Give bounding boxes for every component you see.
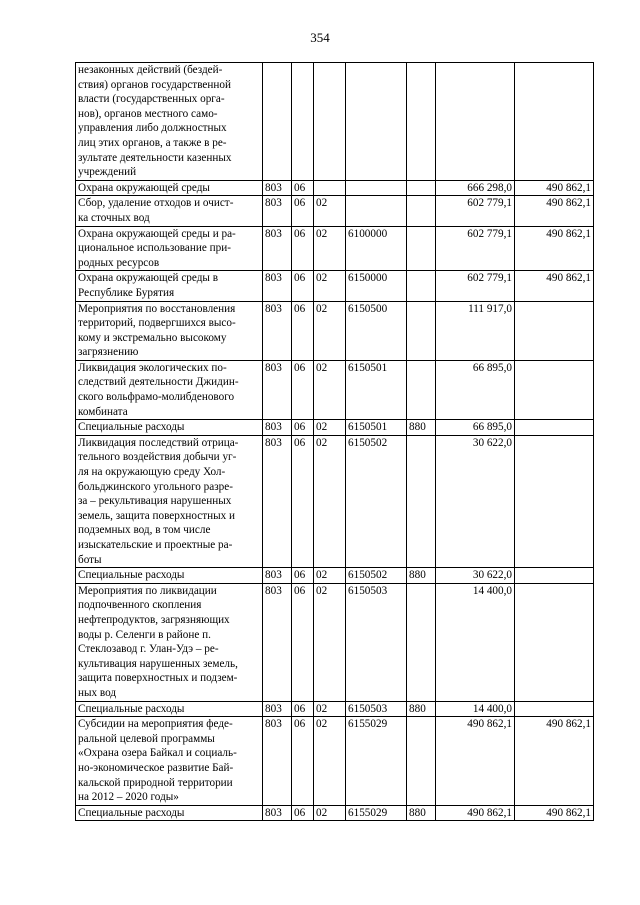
amount-year2-cell [515, 701, 594, 717]
expense-type-code-cell [407, 196, 436, 226]
admin-code-cell: 803 [263, 360, 292, 419]
expense-type-code-cell [407, 435, 436, 567]
amount-year2-cell: 490 862,1 [515, 226, 594, 271]
row-name-cell: Сбор, удаление отходов и очист- ка сточных вод [76, 196, 263, 226]
expense-type-code-cell: 880 [407, 568, 436, 584]
admin-code-cell: 803 [263, 805, 292, 821]
subsection-code-cell: 02 [314, 196, 346, 226]
amount-year1-cell [436, 63, 515, 181]
row-name-cell: Ликвидация экологических по- следствий деятельности Джидин- ского вольфрамо-молибденового комбината [76, 360, 263, 419]
section-code-cell: 06 [292, 568, 314, 584]
row-name-cell: Охрана окружающей среды [76, 180, 263, 196]
admin-code-cell: 803 [263, 435, 292, 567]
subsection-code-cell: 02 [314, 271, 346, 301]
target-item-code-cell: 6100000 [346, 226, 407, 271]
target-item-code-cell: 6150502 [346, 435, 407, 567]
amount-year2-cell [515, 435, 594, 567]
amount-year1-cell: 66 895,0 [436, 360, 515, 419]
target-item-code-cell [346, 63, 407, 181]
amount-year1-cell: 14 400,0 [436, 701, 515, 717]
row-name-cell: Охрана окружающей среды в Республике Бурятия [76, 271, 263, 301]
target-item-code-cell: 6155029 [346, 717, 407, 806]
target-item-code-cell: 6150503 [346, 583, 407, 701]
target-item-code-cell: 6150502 [346, 568, 407, 584]
target-item-code-cell: 6150503 [346, 701, 407, 717]
target-item-code-cell: 6155029 [346, 805, 407, 821]
table-row [76, 301, 594, 360]
table-row [76, 435, 594, 567]
section-code-cell: 06 [292, 360, 314, 419]
table-row [76, 701, 594, 717]
amount-year2-cell [515, 583, 594, 701]
amount-year2-cell: 490 862,1 [515, 717, 594, 806]
admin-code-cell: 803 [263, 583, 292, 701]
target-item-code-cell: 6150501 [346, 360, 407, 419]
amount-year1-cell: 111 917,0 [436, 301, 515, 360]
admin-code-cell: 803 [263, 301, 292, 360]
section-code-cell: 06 [292, 196, 314, 226]
amount-year1-cell: 30 622,0 [436, 435, 515, 567]
admin-code-cell: 803 [263, 717, 292, 806]
amount-year1-cell: 490 862,1 [436, 717, 515, 806]
amount-year2-cell: 490 862,1 [515, 180, 594, 196]
expense-type-code-cell [407, 180, 436, 196]
row-name-cell: Субсидии на мероприятия феде- ральной целевой программы «Охрана озера Байкал и социаль- но-экономическое развитие Бай- кальской природной территории на 2012 – 2020 годы» [76, 717, 263, 806]
section-code-cell: 06 [292, 271, 314, 301]
row-name-cell: Мероприятия по восстановления территорий, подвергшихся высо- кому и экстремально высокому загрязнению [76, 301, 263, 360]
row-name-cell: незаконных действий (бездей- ствия) органов государственной власти (государственных орга- нов), органов местного само- управления либо должностных лиц этих органов, а также в ре- зультате деятельности казенных учреждений [76, 63, 263, 181]
amount-year2-cell [515, 568, 594, 584]
target-item-code-cell: 6150501 [346, 420, 407, 436]
row-name-cell: Специальные расходы [76, 805, 263, 821]
amount-year1-cell: 66 895,0 [436, 420, 515, 436]
subsection-code-cell [314, 180, 346, 196]
table-row [76, 226, 594, 271]
budget-table [75, 62, 594, 821]
table-row [76, 717, 594, 806]
amount-year1-cell: 14 400,0 [436, 583, 515, 701]
row-name-cell: Специальные расходы [76, 420, 263, 436]
section-code-cell: 06 [292, 301, 314, 360]
admin-code-cell: 803 [263, 568, 292, 584]
table-row [76, 63, 594, 181]
section-code-cell: 06 [292, 805, 314, 821]
amount-year1-cell: 602 779,1 [436, 271, 515, 301]
subsection-code-cell: 02 [314, 435, 346, 567]
amount-year2-cell [515, 301, 594, 360]
expense-type-code-cell [407, 63, 436, 181]
expense-type-code-cell [407, 583, 436, 701]
expense-type-code-cell: 880 [407, 420, 436, 436]
section-code-cell: 06 [292, 420, 314, 436]
subsection-code-cell: 02 [314, 583, 346, 701]
subsection-code-cell: 02 [314, 805, 346, 821]
admin-code-cell: 803 [263, 420, 292, 436]
expense-type-code-cell: 880 [407, 805, 436, 821]
target-item-code-cell: 6150500 [346, 301, 407, 360]
table-row [76, 583, 594, 701]
amount-year1-cell: 602 779,1 [436, 196, 515, 226]
expense-type-code-cell [407, 226, 436, 271]
table-row [76, 196, 594, 226]
amount-year1-cell: 602 779,1 [436, 226, 515, 271]
admin-code-cell: 803 [263, 701, 292, 717]
admin-code-cell: 803 [263, 226, 292, 271]
section-code-cell [292, 63, 314, 181]
expense-type-code-cell [407, 717, 436, 806]
target-item-code-cell: 6150000 [346, 271, 407, 301]
admin-code-cell: 803 [263, 196, 292, 226]
section-code-cell: 06 [292, 583, 314, 701]
section-code-cell: 06 [292, 717, 314, 806]
row-name-cell: Специальные расходы [76, 701, 263, 717]
amount-year2-cell [515, 63, 594, 181]
expense-type-code-cell: 880 [407, 701, 436, 717]
table-row [76, 568, 594, 584]
budget-table-body [76, 63, 594, 821]
row-name-cell: Охрана окружающей среды и ра- циональное использование при- родных ресурсов [76, 226, 263, 271]
subsection-code-cell: 02 [314, 717, 346, 806]
subsection-code-cell: 02 [314, 360, 346, 419]
subsection-code-cell: 02 [314, 301, 346, 360]
amount-year2-cell: 490 862,1 [515, 805, 594, 821]
row-name-cell: Специальные расходы [76, 568, 263, 584]
section-code-cell: 06 [292, 701, 314, 717]
amount-year2-cell [515, 420, 594, 436]
amount-year2-cell: 490 862,1 [515, 196, 594, 226]
row-name-cell: Мероприятия по ликвидации подпочвенного скопления нефтепродуктов, загрязняющих воды р. Селенги в районе п. Стеклозавод г. Улан-Удэ – ре- культивация нарушенных земель, защита поверхностных и подзем- ных вод [76, 583, 263, 701]
section-code-cell: 06 [292, 435, 314, 567]
subsection-code-cell: 02 [314, 568, 346, 584]
expense-type-code-cell [407, 271, 436, 301]
table-row [76, 360, 594, 419]
amount-year1-cell: 666 298,0 [436, 180, 515, 196]
row-name-cell: Ликвидация последствий отрица- тельного воздействия добычи уг- ля на окружающую среду Хол- больджинского угольного разре- за – рекультивация нарушенных земель, защита поверхностных и подземных вод, в том числе изыскательские и проектные ра- боты [76, 435, 263, 567]
page-number: 354 [310, 30, 330, 45]
expense-type-code-cell [407, 360, 436, 419]
admin-code-cell: 803 [263, 180, 292, 196]
section-code-cell: 06 [292, 226, 314, 271]
table-row [76, 180, 594, 196]
target-item-code-cell [346, 196, 407, 226]
table-row [76, 805, 594, 821]
expense-type-code-cell [407, 301, 436, 360]
amount-year1-cell: 30 622,0 [436, 568, 515, 584]
target-item-code-cell [346, 180, 407, 196]
amount-year2-cell: 490 862,1 [515, 271, 594, 301]
subsection-code-cell: 02 [314, 420, 346, 436]
admin-code-cell [263, 63, 292, 181]
subsection-code-cell [314, 63, 346, 181]
admin-code-cell: 803 [263, 271, 292, 301]
amount-year1-cell: 490 862,1 [436, 805, 515, 821]
table-row [76, 420, 594, 436]
subsection-code-cell: 02 [314, 701, 346, 717]
table-row [76, 271, 594, 301]
section-code-cell: 06 [292, 180, 314, 196]
subsection-code-cell: 02 [314, 226, 346, 271]
amount-year2-cell [515, 360, 594, 419]
